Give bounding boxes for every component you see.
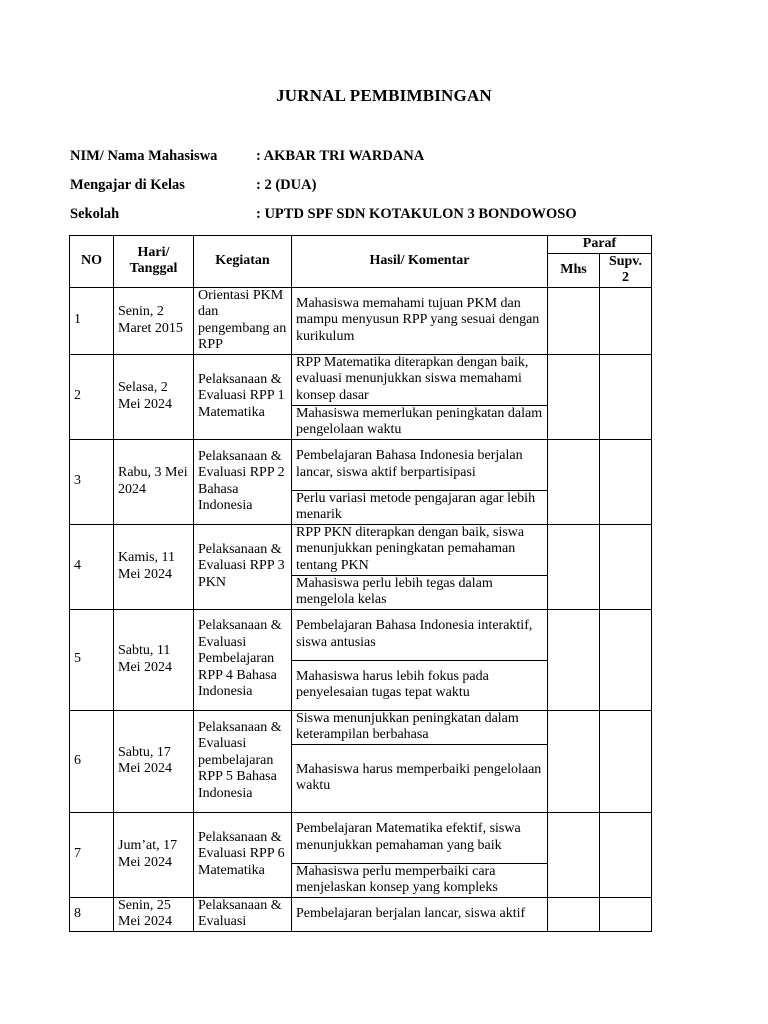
row-comment: Mahasiswa harus lebih fokus pada penyelesaian tugas tepat waktu (292, 660, 548, 710)
paraf-supv-cell (600, 897, 652, 931)
page-title: JURNAL PEMBIMBINGAN (276, 86, 492, 105)
info-label: Mengajar di Kelas (70, 177, 185, 193)
paraf-mhs-cell (548, 710, 600, 812)
paraf-mhs-cell (548, 287, 600, 354)
row-comment: Pembelajaran berjalan lancar, siswa aktif (292, 897, 548, 931)
row-comment: Mahasiswa memahami tujuan PKM dan mampu menyusun RPP yang sesuai dengan kurikulum (292, 287, 548, 354)
row-comment: Perlu variasi metode pengajaran agar lebih menarik (292, 490, 548, 524)
row-comment: Mahasiswa harus memperbaiki pengelolaan waktu (292, 744, 548, 812)
paraf-supv-cell (600, 287, 652, 354)
table-row (70, 439, 652, 490)
row-number: 8 (70, 897, 114, 931)
row-activity: Pelaksanaan & Evaluasi Pembelajaran RPP 4 Bahasa Indonesia (194, 609, 292, 710)
header-mhs: Mhs (548, 253, 600, 287)
table-row (70, 897, 652, 931)
table-row (70, 710, 652, 744)
paraf-mhs-cell (548, 609, 600, 710)
row-number: 2 (70, 354, 114, 439)
row-comment: Mahasiswa memerlukan peningkatan dalam pengelolaan waktu (292, 405, 548, 439)
row-comment: Siswa menunjukkan peningkatan dalam keterampilan berbahasa (292, 710, 548, 744)
row-date: Sabtu, 11 Mei 2024 (114, 609, 194, 710)
row-comment: Mahasiswa perlu lebih tegas dalam mengelola kelas (292, 575, 548, 609)
row-date: Senin, 25 Mei 2024 (114, 897, 194, 931)
row-activity: Orientasi PKM dan pengembang an RPP (194, 287, 292, 354)
row-number: 4 (70, 524, 114, 609)
row-comment: Pembelajaran Bahasa Indonesia berjalan lancar, siswa aktif berpartisipasi (292, 439, 548, 490)
info-label: Sekolah (70, 206, 120, 222)
paraf-mhs-cell (548, 439, 600, 524)
row-comment: Mahasiswa perlu memperbaiki cara menjelaskan konsep yang kompleks (292, 863, 548, 897)
paraf-mhs-cell (548, 897, 600, 931)
paraf-supv-cell (600, 354, 652, 439)
row-date: Sabtu, 17 Mei 2024 (114, 710, 194, 812)
paraf-mhs-cell (548, 812, 600, 897)
row-date: Rabu, 3 Mei 2024 (114, 439, 194, 524)
row-number: 6 (70, 710, 114, 812)
header-no: NO (70, 236, 114, 288)
table-row (70, 354, 652, 405)
paraf-supv-cell (600, 812, 652, 897)
info-value: : 2 (DUA) (256, 177, 317, 193)
row-number: 7 (70, 812, 114, 897)
row-number: 5 (70, 609, 114, 710)
table-row (70, 812, 652, 863)
row-activity: Pelaksanaan & Evaluasi RPP 6 Matematika (194, 812, 292, 897)
row-activity: Pelaksanaan & Evaluasi (194, 897, 292, 931)
row-date: Kamis, 11 Mei 2024 (114, 524, 194, 609)
row-date: Selasa, 2 Mei 2024 (114, 354, 194, 439)
table-row (70, 609, 652, 660)
info-value: : AKBAR TRI WARDANA (256, 148, 425, 164)
paraf-mhs-cell (548, 524, 600, 609)
info-label: NIM/ Nama Mahasiswa (70, 148, 218, 164)
row-date: Jum’at, 17 Mei 2024 (114, 812, 194, 897)
table-row (70, 524, 652, 575)
paraf-supv-cell (600, 439, 652, 524)
info-value: : UPTD SPF SDN KOTAKULON 3 BONDOWOSO (256, 206, 577, 222)
row-comment: RPP Matematika diterapkan dengan baik, evaluasi menunjukkan siswa memahami konsep dasar (292, 354, 548, 405)
row-number: 1 (70, 287, 114, 354)
row-number: 3 (70, 439, 114, 524)
table-row (70, 287, 652, 354)
journal-table (69, 235, 652, 932)
row-activity: Pelaksanaan & Evaluasi RPP 2 Bahasa Indonesia (194, 439, 292, 524)
row-date: Senin, 2 Maret 2015 (114, 287, 194, 354)
paraf-supv-cell (600, 524, 652, 609)
header-hasil-komentar: Hasil/ Komentar (292, 236, 548, 288)
row-comment: RPP PKN diterapkan dengan baik, siswa menunjukkan peningkatan pemahaman tentang PKN (292, 524, 548, 575)
header-paraf: Paraf (548, 236, 652, 254)
row-activity: Pelaksanaan & Evaluasi RPP 3 PKN (194, 524, 292, 609)
row-activity: Pelaksanaan & Evaluasi RPP 1 Matematika (194, 354, 292, 439)
paraf-mhs-cell (548, 354, 600, 439)
paraf-supv-cell (600, 710, 652, 812)
paraf-supv-cell (600, 609, 652, 710)
header-hari-tanggal: Hari/ Tanggal (114, 236, 194, 288)
header-kegiatan: Kegiatan (194, 236, 292, 288)
row-comment: Pembelajaran Bahasa Indonesia interaktif, siswa antusias (292, 609, 548, 660)
header-supv: Supv. 2 (600, 253, 652, 287)
row-activity: Pelaksanaan & Evaluasi pembelajaran RPP 5 Bahasa Indonesia (194, 710, 292, 812)
row-comment: Pembelajaran Matematika efektif, siswa menunjukkan pemahaman yang baik (292, 812, 548, 863)
